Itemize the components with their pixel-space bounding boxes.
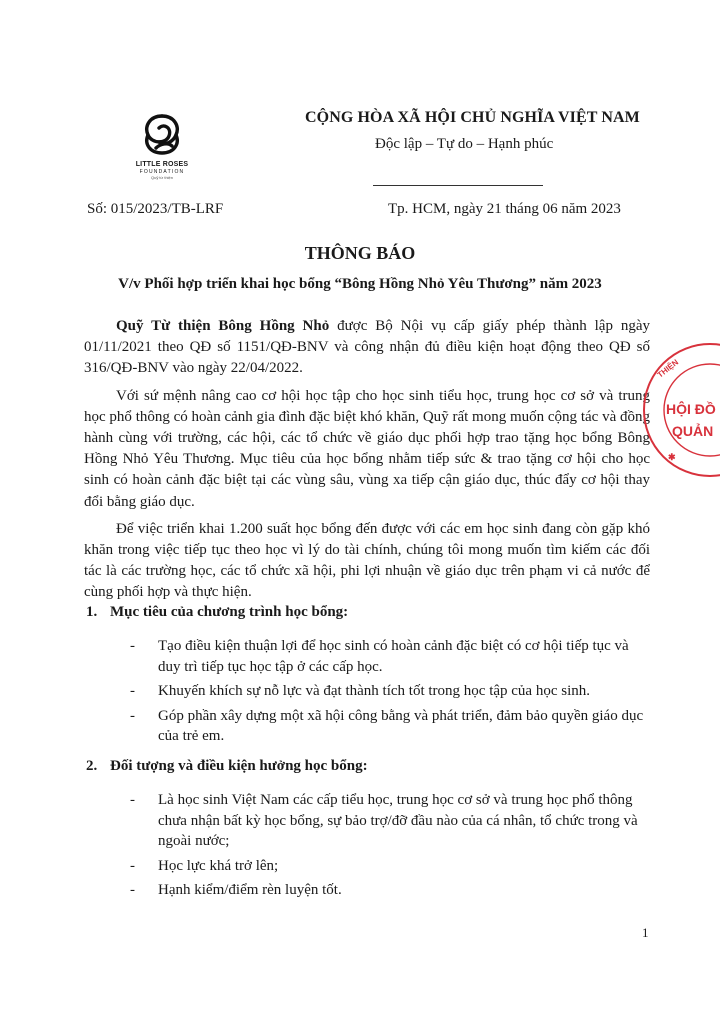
paragraph-mission: Với sứ mệnh nâng cao cơ hội học tập cho học sinh tiểu học, trung học cơ sở và trung học phổ thông có hoàn cảnh gia đình đặc biệt khó khăn, Quỹ rất mong muốn cộng tác và đồng hành cùng với trường, các hội, các tổ chức về giáo dục phối hợp trao tặng học bổng Bông Hồng Nhỏ Yêu Thương. Mục tiêu của học bổng nhằm tiếp sức & trao tặng cơ hội cho học sinh có hoàn cảnh đặc biệt tại các vùng sâu, vùng xa tiếp cận giáo dục, thúc đẩy cơ hội thay đổi bằng giáo dục. bbox=[84, 387, 650, 510]
national-motto: Độc lập – Tự do – Hạnh phúc bbox=[375, 136, 554, 152]
section-number: 2. bbox=[86, 758, 98, 774]
place-date: Tp. HCM, ngày 21 tháng 06 năm 2023 bbox=[388, 201, 621, 217]
document-title: THÔNG BÁO bbox=[304, 243, 416, 263]
section-number: 1. bbox=[86, 604, 98, 620]
document-subtitle: V/v Phối hợp triển khai học bổng “Bông Hồng Nhỏ Yêu Thương” năm 2023 bbox=[118, 276, 602, 292]
list-item: - Hạnh kiểm/điểm rèn luyện tốt. bbox=[130, 880, 650, 901]
section-heading-text: Đối tượng và điều kiện hưởng học bổng: bbox=[110, 758, 368, 774]
stamp-line-2: QUẢN bbox=[672, 423, 714, 439]
section-heading-1 bbox=[86, 604, 348, 621]
logo-subtitle: FOUNDATION bbox=[139, 169, 185, 175]
list-dash: - bbox=[130, 683, 135, 699]
document-body bbox=[84, 316, 650, 610]
list-item: - Là học sinh Việt Nam các cấp tiểu học, trung học cơ sở và trung học phổ thông chưa nhận bất kỳ học bổng, sự bảo trợ/đỡ đầu nào của cá nhân, tổ chức trong và ngoài nước; bbox=[130, 792, 638, 849]
paragraph-intro-text: được Bộ Nội vụ cấp giấy phép thành lập ngày 01/11/2021 theo QĐ số 1151/QĐ-BNV và công nhận đủ điều kiện hoạt động theo QĐ số 316/QĐ-BNV vào ngày 22/04/2022. bbox=[84, 318, 650, 377]
page-number: 1 bbox=[642, 925, 649, 940]
logo-name: LITTLE ROSES bbox=[135, 161, 189, 168]
document-number: Số: 015/2023/TB-LRF bbox=[87, 201, 224, 217]
list-dash: - bbox=[130, 882, 135, 898]
section-heading-text: Mục tiêu của chương trình học bổng: bbox=[110, 604, 349, 620]
section-heading-2 bbox=[86, 758, 368, 775]
list-item: - Học lực khá trở lên; bbox=[130, 856, 650, 877]
logo-signature: Quỹ từ thiện bbox=[150, 175, 174, 180]
section-1-list bbox=[130, 636, 650, 751]
national-title: CỘNG HÒA XÃ HỘI CHỦ NGHĨA VIỆT NAM bbox=[305, 109, 640, 126]
foundation-name: Quỹ Từ thiện Bông Hồng Nhỏ bbox=[116, 318, 330, 334]
section-2-list bbox=[130, 790, 650, 905]
paragraph-intro bbox=[84, 316, 650, 380]
stamp-star: ✱ bbox=[668, 452, 676, 462]
rose-logo-icon bbox=[136, 108, 188, 160]
motto-underline bbox=[373, 185, 543, 186]
list-dash: - bbox=[130, 638, 135, 654]
list-item: - Khuyến khích sự nỗ lực và đạt thành tích tốt trong học tập của học sinh. bbox=[130, 681, 650, 702]
stamp-line-1: HỘI ĐỒ bbox=[666, 401, 716, 417]
list-dash: - bbox=[130, 792, 135, 808]
paragraph-scholarships: Để việc triển khai 1.200 suất học bổng đến được với các em học sinh đang còn gặp khó khăn trong việc tiếp tục theo học vì lý do tài chính, chúng tôi mong muốn tìm kiếm các đối tác là các trường học, các tổ chức xã hội, phi lợi nhuận về giáo dục trên phạm vi cả nước để cùng phối hợp và thực hiện. bbox=[84, 520, 650, 601]
list-item: - Tạo điều kiện thuận lợi để học sinh có hoàn cảnh đặc biệt có cơ hội tiếp tục và duy trì tiếp tục học tập ở các cấp học. bbox=[130, 638, 629, 675]
stamp-ring-text: THIỆN bbox=[655, 357, 681, 380]
list-dash: - bbox=[130, 857, 135, 874]
foundation-logo bbox=[118, 108, 206, 180]
stamp-center-text bbox=[666, 398, 716, 442]
list-item: - Góp phần xây dựng một xã hội công bằng và phát triển, đảm bảo quyền giáo dục của trẻ em. bbox=[130, 707, 644, 744]
list-dash: - bbox=[130, 707, 135, 724]
